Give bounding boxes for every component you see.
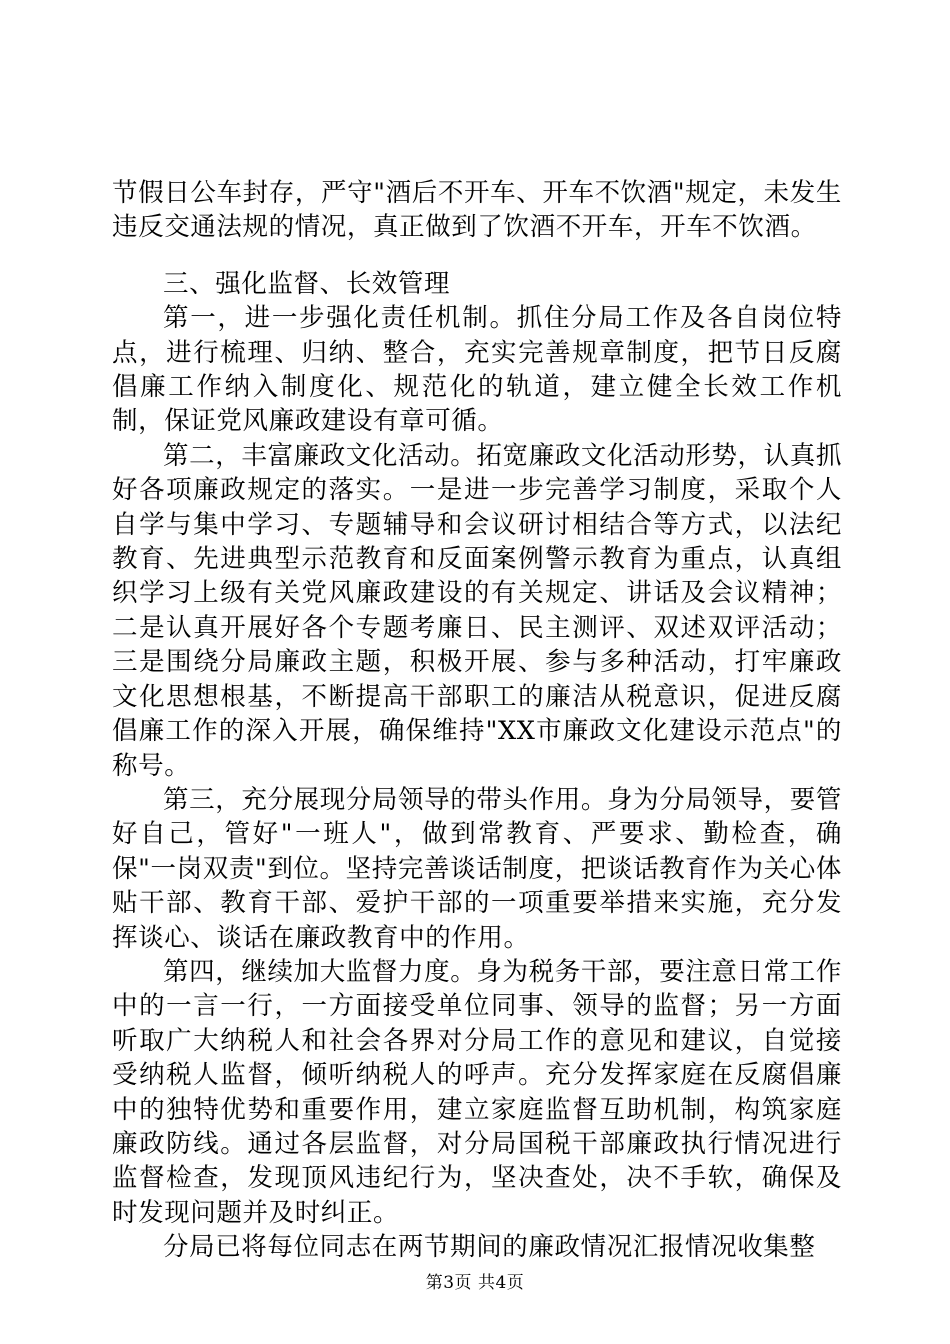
paragraph-second: 第二，丰富廉政文化活动。拓宽廉政文化活动形势，认真抓好各项廉政规定的落实。一是进一步完善学习制度，采取个人自学与集中学习、专题辅导和会议研讨相结合等方式，以法纪教育、先进典型示范教育和反面案例警示教育为重点，认真组织学习上级有关党风廉政建设的有关规定、讲话及会议精神；二是认真开展好各个专题考廉日、民主测评、双述双评活动；三是围绕分局廉政主题，积极开展、参与多种活动，打牢廉政文化思想根基，不断提高干部职工的廉洁从税意识，促进反腐倡廉工作的深入开展，确保维持"XX市廉政文化建设示范点"的称号。 [112, 440, 842, 781]
paragraph-last: 分局已将每位同志在两节期间的廉政情况汇报情况收集整 [163, 1232, 816, 1263]
paragraph-continued: 节假日公车封存，严守"酒后不开车、开车不饮酒"规定，未发生违反交通法规的情况，真正做到了饮酒不开车，开车不饮酒。 [112, 178, 842, 243]
paragraph-first: 第一，进一步强化责任机制。抓住分局工作及各自岗位特点，进行梳理、归纳、整合，充实完善规章制度，把节日反腐倡廉工作纳入制度化、规范化的轨道，建立健全长效工作机制，保证党风廉政建设有章可循。 [112, 303, 842, 437]
paragraph-gap [112, 245, 842, 267]
paragraph-fourth: 第四，继续加大监督力度。身为税务干部，要注意日常工作中的一言一行，一方面接受单位同事、领导的监督；另一方面听取广大纳税人和社会各界对分局工作的意见和建议，自觉接受纳税人监督，倾听纳税人的呼声。充分发挥家庭在反腐倡廉中的独特优势和重要作用，建立家庭监督互助机制，构筑家庭廉政防线。通过各层监督，对分局国税干部廉政执行情况进行监督检查，发现顶风违纪行为，坚决查处，决不手软，确保及时发现问题并及时纠正。 [112, 956, 842, 1228]
page-number-footer: 第3页 共4页 [425, 1273, 525, 1293]
paragraph-third: 第三，充分展现分局领导的带头作用。身为分局领导，要管好自己，管好"一班人"，做到常教育、严要求、勤检查，确保"一岗双责"到位。坚持完善谈话制度，把谈话教育作为关心体贴干部、教育干部、爱护干部的一项重要举措来实施，充分发挥谈心、谈话在廉政教育中的作用。 [112, 784, 842, 953]
section-heading: 三、强化监督、长效管理 [163, 268, 451, 299]
document-body [112, 176, 842, 1265]
